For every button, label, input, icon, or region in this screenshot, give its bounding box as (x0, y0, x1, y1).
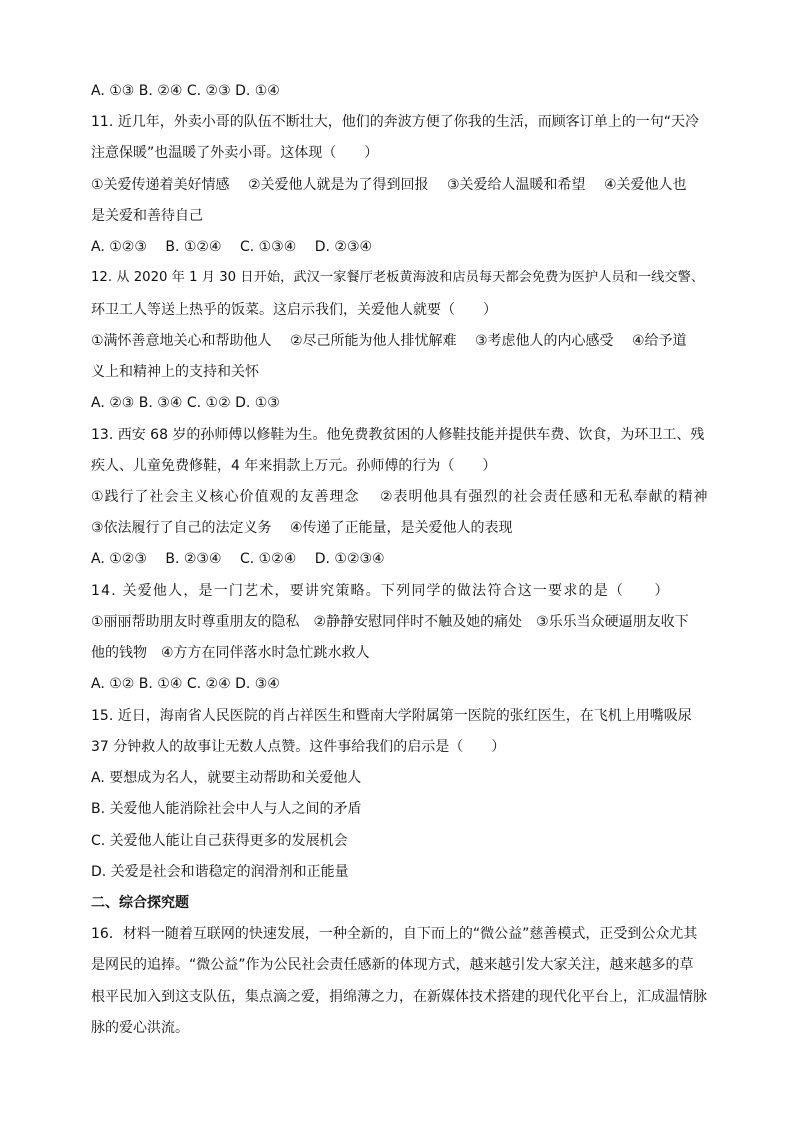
q11-items-line-2: 是关爱和善待自己 (91, 208, 203, 224)
q12-options: A. ②③ B. ③④ C. ①② D. ①③ (91, 395, 280, 411)
q14-options: A. ①② B. ①④ C. ②④ D. ③④ (91, 676, 280, 692)
q13-options: A. ①②③ B. ②③④ C. ①②④ D. ①②③④ (91, 551, 385, 567)
q15-option-a: A. 要想成为名人，就要主动帮助和关爱他人 (91, 770, 362, 786)
section-heading: 二、综合探究题 (91, 895, 189, 911)
q11-options: A. ①②③ B. ①②④ C. ①③④ D. ②③④ (91, 239, 373, 255)
q12-items-line-1: ①满怀善意地关心和帮助他人 ②尽己所能为他人排忧解难 ③考虑他人的内心感受 ④给予道 (91, 333, 687, 349)
q16-material-line-1: 16．材料一随着互联网的快速发展，一种全新的，自下而上的“微公益”慈善模式，正受到公众尤其 (91, 926, 698, 942)
q13-stem-line-2: 疾人、儿童免费修鞋，4 年来捐款上万元。孙师傅的行为（ ） (91, 458, 497, 474)
q14-items-line-2: 他的钱物 ④方方在同伴落水时急忙跳水救人 (91, 645, 370, 661)
q13-items-line-1: ①践行了社会主义核心价值观的友善理念 ②表明他具有强烈的社会责任感和无私奉献的精神 (91, 489, 709, 505)
q10-options: A. ①③ B. ②④ C. ②③ D. ①④ (91, 83, 280, 99)
q12-items-line-2: 义上和精神上的支持和关怀 (91, 364, 259, 380)
q15-option-d: D. 关爱是社会和谐稳定的润滑剂和正能量 (91, 864, 349, 880)
q16-material-line-2: 是网民的追捧。“微公益”作为公民社会责任感新的体现方式，越来越引发大家关注，越来越多的草 (91, 957, 694, 973)
q11-stem-line-2: 注意保暖”也温暖了外卖小哥。这体现（ ） (91, 145, 379, 161)
q15-stem-line-2: 37 分钟救人的故事让无数人点赞。这件事给我们的启示是（ ） (91, 739, 506, 755)
q12-stem-line-1: 12. 从 2020 年 1 月 30 日开始，武汉一家餐厅老板黄海波和店员每天都会免费为医护人员和一线交警、 (91, 270, 705, 285)
q16-material-line-4: 脉的爱心洪流。 (91, 1020, 189, 1036)
q14-stem: 14. 关爱他人，是一门艺术，要讲究策略。下列同学的做法符合这一要求的是（ ） (91, 583, 670, 599)
q12-stem-line-2: 环卫工人等送上热乎的饭菜。这启示我们，关爱他人就要（ ） (91, 302, 497, 318)
q11-items-line-1: ①关爱传递着美好情感 ②关爱他人就是为了得到回报 ③关爱给人温暖和希望 ④关爱他人也 (91, 177, 687, 193)
q15-stem-line-1: 15. 近日，海南省人民医院的肖占祥医生和暨南大学附属第一医院的张红医生，在飞机上用嘴吸尿 (91, 708, 692, 724)
q15-option-b: B. 关爱他人能消除社会中人与人之间的矛盾 (91, 801, 362, 817)
q11-stem-line-1: 11. 近几年，外卖小哥的队伍不断壮大，他们的奔波方便了你我的生活，而顾客订单上的一句“天冷 (91, 114, 699, 130)
q14-items-line-1: ①丽丽帮助朋友时尊重朋友的隐私 ②静静安慰同伴时不触及她的痛处 ③乐乐当众硬逼朋友收下 (91, 614, 689, 630)
q16-material-line-3: 根平民加入到这支队伍，集点滴之爱，捐绵薄之力，在新媒体技术搭建的现代化平台上，汇成温情脉 (91, 989, 707, 1005)
q13-stem-line-1: 13. 西安 68 岁的孙师傅以修鞋为生。他免费教贫困的人修鞋技能并提供车费、饮食，为环卫工、残 (91, 427, 705, 443)
q15-option-c: C. 关爱他人能让自己获得更多的发展机会 (91, 833, 348, 849)
q13-items-line-2: ③依法履行了自己的法定义务 ④传递了正能量，是关爱他人的表现 (91, 520, 513, 536)
